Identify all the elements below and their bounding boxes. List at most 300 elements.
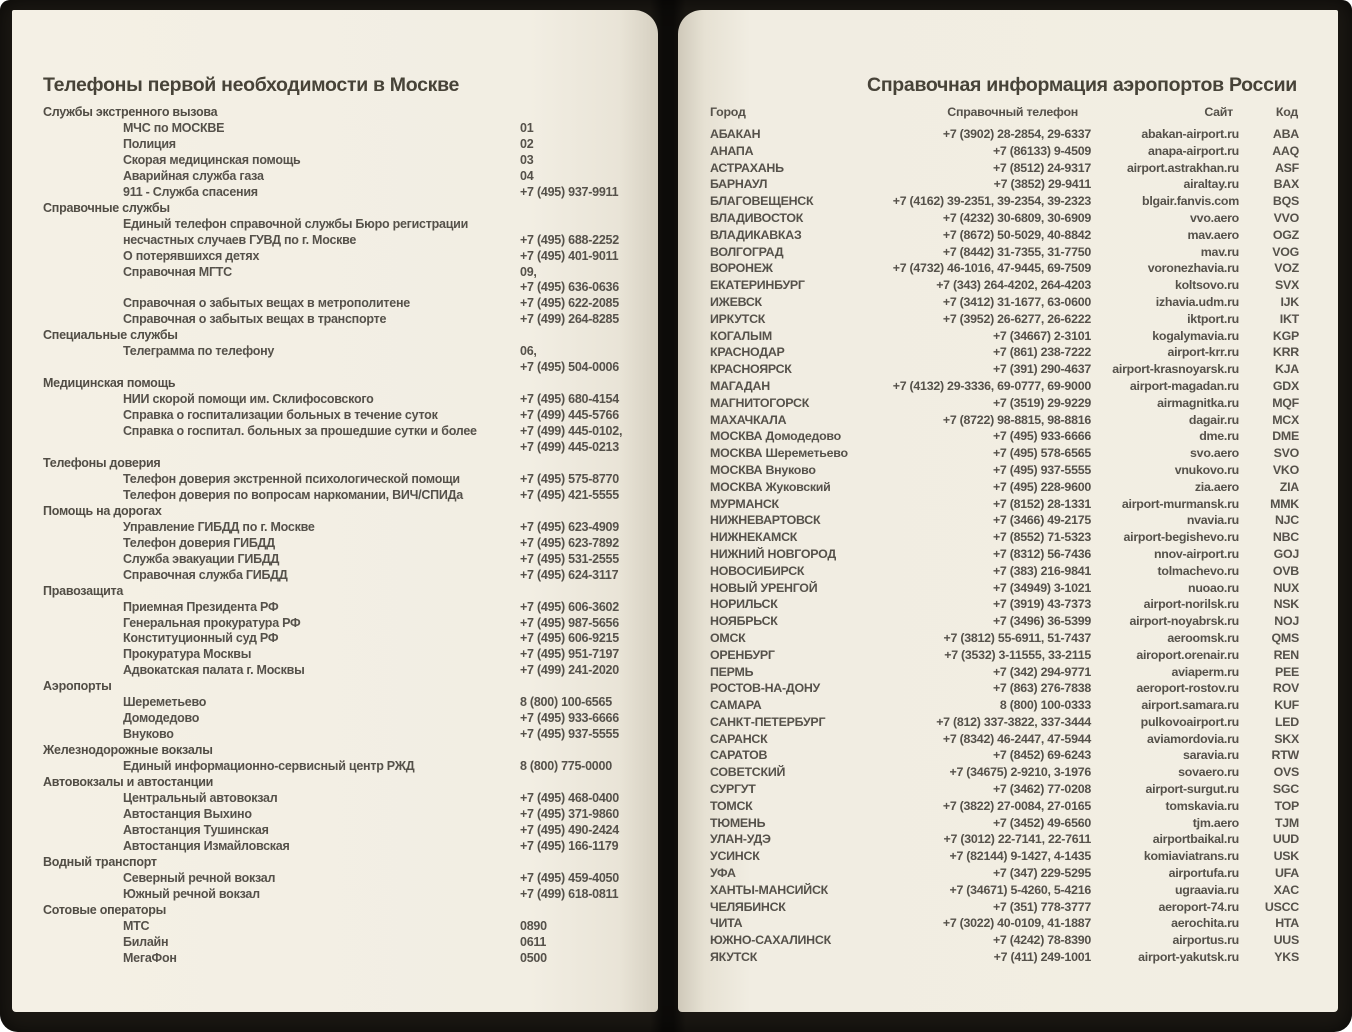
table-row bbox=[710, 143, 1299, 160]
section-title: Водный транспорт bbox=[43, 854, 157, 869]
directory-line bbox=[43, 488, 648, 504]
table-row bbox=[710, 193, 1299, 210]
service-label: Шереметьево bbox=[123, 695, 207, 710]
section-header bbox=[43, 743, 648, 759]
service-phone: +7 (499) 445-0102, bbox=[520, 424, 623, 439]
cell-city: САРАНСК bbox=[710, 731, 768, 746]
cell-code: NJC bbox=[1274, 513, 1299, 528]
cell-code: LED bbox=[1274, 714, 1299, 729]
cell-phone: +7 (3496) 36-5399 bbox=[992, 614, 1091, 629]
cell-code: KRR bbox=[1272, 345, 1299, 360]
directory-line bbox=[43, 536, 648, 552]
cell-code: SKX bbox=[1274, 731, 1299, 746]
cell-site: aeroport-rostov.ru bbox=[1136, 681, 1239, 696]
directory-line bbox=[43, 871, 648, 887]
table-row bbox=[710, 647, 1299, 664]
table-row bbox=[710, 479, 1299, 496]
directory-line bbox=[43, 408, 648, 424]
cell-phone: +7 (3412) 31-1677, 63-0600 bbox=[942, 294, 1091, 309]
table-row bbox=[710, 563, 1299, 580]
service-label: МЧС по МОСКВЕ bbox=[123, 120, 225, 135]
cell-phone: +7 (3952) 26-6277, 26-6222 bbox=[942, 311, 1091, 326]
cell-code: SVX bbox=[1274, 278, 1299, 293]
cell-site: airportufa.ru bbox=[1168, 866, 1239, 881]
right-page-title: Справочная информация аэропортов России bbox=[867, 74, 1297, 96]
service-phone: +7 (495) 401-9011 bbox=[520, 248, 619, 263]
cell-phone: +7 (4732) 46-1016, 47-9445, 69-7509 bbox=[892, 261, 1091, 276]
cell-city: НОРИЛЬСК bbox=[710, 597, 778, 612]
section-header bbox=[43, 903, 648, 919]
table-row bbox=[710, 664, 1299, 681]
service-phone: 0611 bbox=[520, 934, 547, 949]
service-phone bbox=[520, 217, 648, 233]
cell-phone: +7 (3812) 55-6911, 51-7437 bbox=[943, 630, 1091, 645]
directory-line bbox=[43, 280, 648, 296]
table-row bbox=[710, 865, 1299, 882]
cell-city: МОСКВА Домодедово bbox=[710, 429, 841, 444]
cell-site: koltsovo.ru bbox=[1174, 278, 1239, 293]
section-title: Помощь на дорогах bbox=[43, 503, 162, 518]
service-label: Единый информационно-сервисный центр РЖД bbox=[123, 759, 415, 774]
cell-code: BAX bbox=[1273, 177, 1299, 192]
table-row bbox=[710, 395, 1299, 412]
cell-site: airportbaikal.ru bbox=[1152, 832, 1239, 847]
cell-phone: +7 (3022) 40-0109, 41-1887 bbox=[942, 916, 1091, 931]
right-page-content bbox=[678, 10, 1338, 1012]
cell-city: БЛАГОВЕЩЕНСК bbox=[710, 194, 814, 209]
cell-code: OVS bbox=[1273, 765, 1299, 780]
cell-site: airport-norilsk.ru bbox=[1143, 597, 1239, 612]
service-phone: +7 (499) 264-8285 bbox=[520, 312, 619, 327]
service-phone: +7 (495) 636-0636 bbox=[520, 280, 619, 295]
cell-phone: +7 (4242) 78-8390 bbox=[992, 933, 1091, 948]
service-phone: +7 (499) 445-5766 bbox=[520, 408, 619, 423]
cell-code: MCX bbox=[1272, 412, 1299, 427]
service-label: МТС bbox=[123, 918, 150, 933]
cell-site: sovaero.ru bbox=[1178, 765, 1239, 780]
cell-code: MQF bbox=[1272, 395, 1299, 410]
section-title: Медицинская помощь bbox=[43, 376, 176, 391]
cell-site: aviaperm.ru bbox=[1171, 664, 1239, 679]
table-row bbox=[710, 378, 1299, 395]
table-row bbox=[710, 462, 1299, 479]
cell-site: vnukovo.ru bbox=[1174, 462, 1239, 477]
table-row bbox=[710, 126, 1299, 143]
cell-phone: +7 (3519) 29-9229 bbox=[992, 395, 1091, 410]
table-row bbox=[710, 227, 1299, 244]
service-label: Конституционный суд РФ bbox=[123, 631, 279, 646]
service-label: Южный речной вокзал bbox=[123, 886, 260, 901]
service-label: Центральный автовокзал bbox=[123, 790, 278, 805]
directory-line bbox=[43, 424, 648, 440]
service-label: 911 - Служба спасения bbox=[123, 184, 258, 199]
service-label: МегаФон bbox=[123, 950, 177, 965]
service-phone: 03 bbox=[520, 152, 534, 167]
service-phone: +7 (495) 688-2252 bbox=[520, 232, 619, 247]
directory-line bbox=[43, 951, 648, 967]
section-title: Справочные службы bbox=[43, 200, 170, 215]
cell-city: ХАНТЫ-МАНСИЙСК bbox=[710, 882, 828, 897]
cell-city: КРАСНОЯРСК bbox=[710, 362, 792, 377]
cell-site: airportus.ru bbox=[1172, 933, 1239, 948]
service-label bbox=[43, 360, 520, 376]
cell-code: VVO bbox=[1273, 210, 1299, 225]
table-row bbox=[710, 428, 1299, 445]
table-row bbox=[710, 160, 1299, 177]
cell-city: САНКТ-ПЕТЕРБУРГ bbox=[710, 714, 826, 729]
directory-line bbox=[43, 759, 648, 775]
cell-phone: +7 (8152) 28-1331 bbox=[992, 496, 1091, 511]
table-row bbox=[710, 210, 1299, 227]
cell-city: САМАРА bbox=[710, 698, 762, 713]
cell-city: НИЖНЕКАМСК bbox=[710, 530, 798, 545]
cell-city: ВЛАДИКАВКАЗ bbox=[710, 227, 802, 242]
cell-phone: +7 (3452) 49-6560 bbox=[992, 815, 1091, 830]
directory-line bbox=[43, 265, 648, 281]
directory-line bbox=[43, 887, 648, 903]
cell-code: NUX bbox=[1273, 580, 1299, 595]
cell-phone: 8 (800) 100-0333 bbox=[999, 698, 1091, 713]
service-label: Билайн bbox=[123, 934, 169, 949]
cell-site: airport.samara.ru bbox=[1141, 698, 1239, 713]
cell-city: ВОРОНЕЖ bbox=[710, 261, 773, 276]
cell-code: NBC bbox=[1272, 530, 1299, 545]
cell-city: УЛАН-УДЭ bbox=[710, 832, 771, 847]
cell-city: СОВЕТСКИЙ bbox=[710, 765, 786, 780]
cell-code: USCC bbox=[1264, 899, 1299, 914]
directory-line bbox=[43, 137, 648, 153]
column-header-phone: Справочный телефон bbox=[947, 105, 1078, 119]
service-label: Телеграмма по телефону bbox=[123, 344, 275, 359]
cell-site: voronezhavia.ru bbox=[1147, 261, 1239, 276]
cell-code: DME bbox=[1272, 429, 1299, 444]
cell-code: KGP bbox=[1272, 328, 1299, 343]
service-phone: 8 (800) 100-6565 bbox=[520, 695, 612, 710]
service-phone: +7 (495) 680-4154 bbox=[520, 392, 619, 407]
table-row bbox=[710, 176, 1299, 193]
cell-city: НОВЫЙ УРЕНГОЙ bbox=[710, 580, 818, 595]
table-row bbox=[710, 277, 1299, 294]
cell-city: МОСКВА Внуково bbox=[710, 462, 816, 477]
cell-phone: +7 (3902) 28-2854, 29-6337 bbox=[942, 127, 1091, 141]
section-header bbox=[43, 679, 648, 695]
cell-site: airaltay.ru bbox=[1183, 177, 1239, 192]
service-phone: +7 (495) 937-9911 bbox=[520, 184, 619, 199]
cell-city: КРАСНОДАР bbox=[710, 345, 785, 360]
service-phone: +7 (495) 468-0400 bbox=[520, 790, 619, 805]
table-row bbox=[710, 714, 1299, 731]
cell-city: ПЕРМЬ bbox=[710, 664, 754, 679]
cell-code: UUD bbox=[1272, 832, 1299, 847]
directory-line bbox=[43, 791, 648, 807]
cell-phone: +7 (495) 937-5555 bbox=[992, 462, 1091, 477]
cell-phone: +7 (3012) 22-7141, 22-7611 bbox=[943, 832, 1091, 847]
cell-code: KUF bbox=[1274, 698, 1299, 713]
cell-code: MMK bbox=[1270, 496, 1299, 511]
directory-line bbox=[43, 727, 648, 743]
cell-phone: +7 (8452) 69-6243 bbox=[992, 748, 1091, 763]
cell-site: airport-krasnoyarsk.ru bbox=[1112, 362, 1239, 377]
cell-site: nnov-airport.ru bbox=[1153, 546, 1239, 561]
cell-phone: +7 (4232) 30-6809, 30-6909 bbox=[942, 210, 1091, 225]
table-row bbox=[710, 613, 1299, 630]
table-row bbox=[710, 512, 1299, 529]
section-title: Аэропорты bbox=[43, 679, 112, 694]
cell-phone: +7 (391) 290-4637 bbox=[992, 362, 1091, 377]
service-phone: 0890 bbox=[520, 918, 547, 933]
service-phone: +7 (495) 490-2424 bbox=[520, 822, 619, 837]
cell-site: aeroomsk.ru bbox=[1167, 630, 1239, 645]
service-phone: +7 (495) 504-0006 bbox=[520, 360, 619, 375]
cell-phone: +7 (4162) 39-2351, 39-2354, 39-2323 bbox=[892, 194, 1091, 209]
cell-site: iktport.ru bbox=[1187, 311, 1239, 326]
cell-phone: +7 (861) 238-7222 bbox=[992, 345, 1091, 360]
cell-phone: +7 (34949) 3-1021 bbox=[992, 580, 1091, 595]
service-phone: +7 (495) 622-2085 bbox=[520, 296, 619, 311]
service-label: Управление ГИБДД по г. Москве bbox=[123, 519, 315, 534]
service-phone: +7 (495) 623-4909 bbox=[520, 519, 619, 534]
section-title: Специальные службы bbox=[43, 328, 178, 343]
service-phone: +7 (495) 623-7892 bbox=[520, 535, 619, 550]
cell-code: BQS bbox=[1272, 194, 1299, 209]
cell-site: airport-krr.ru bbox=[1167, 345, 1239, 360]
cell-city: МОСКВА Шереметьево bbox=[710, 446, 848, 461]
table-row bbox=[710, 412, 1299, 429]
cell-site: zia.aero bbox=[1194, 479, 1239, 494]
airport-table-header bbox=[710, 104, 1299, 120]
service-label: несчастных случаев ГУВД по г. Москве bbox=[123, 232, 357, 247]
cell-city: ТЮМЕНЬ bbox=[710, 815, 766, 830]
cell-code: NSK bbox=[1273, 597, 1299, 612]
directory-line bbox=[43, 823, 648, 839]
cell-phone: +7 (8552) 71-5323 bbox=[992, 530, 1091, 545]
table-row bbox=[710, 915, 1299, 932]
table-row bbox=[710, 546, 1299, 563]
cell-city: РОСТОВ-НА-ДОНУ bbox=[710, 681, 820, 696]
service-label: Единый телефон справочной службы Бюро регистрации bbox=[123, 216, 469, 231]
cell-code: ROV bbox=[1272, 681, 1299, 696]
service-label: Справочная МГТС bbox=[123, 264, 232, 279]
cell-code: NOJ bbox=[1274, 614, 1299, 629]
cell-city: САРАТОВ bbox=[710, 748, 768, 763]
table-row bbox=[710, 798, 1299, 815]
cell-site: ugraavia.ru bbox=[1174, 882, 1239, 897]
table-row bbox=[710, 328, 1299, 345]
cell-city: БАРНАУЛ bbox=[710, 177, 768, 192]
service-phone: +7 (495) 951-7197 bbox=[520, 647, 619, 662]
cell-city: ТОМСК bbox=[710, 798, 753, 813]
cell-phone: +7 (495) 228-9600 bbox=[992, 479, 1091, 494]
cell-site: izhavia.udm.ru bbox=[1155, 294, 1239, 309]
cell-code: RTW bbox=[1271, 748, 1299, 763]
cell-site: airport-noyabrsk.ru bbox=[1129, 614, 1239, 629]
cell-phone: +7 (8512) 24-9317 bbox=[992, 160, 1091, 175]
section-header bbox=[43, 456, 648, 472]
section-title: Правозащита bbox=[43, 583, 124, 598]
service-phone: +7 (499) 445-0213 bbox=[520, 440, 619, 455]
directory-line bbox=[43, 312, 648, 328]
cell-site: abakan-airport.ru bbox=[1141, 127, 1239, 141]
directory-line bbox=[43, 217, 648, 233]
service-phone: 02 bbox=[520, 136, 534, 151]
directory-line bbox=[43, 807, 648, 823]
cell-code: UFA bbox=[1274, 866, 1299, 881]
section-header bbox=[43, 855, 648, 871]
cell-site: svo.aero bbox=[1190, 446, 1239, 461]
directory-line bbox=[43, 472, 648, 488]
table-row bbox=[710, 496, 1299, 513]
right-page bbox=[678, 10, 1338, 1012]
cell-city: МАГАДАН bbox=[710, 378, 770, 393]
table-row bbox=[710, 764, 1299, 781]
table-row bbox=[710, 580, 1299, 597]
cell-code: HTA bbox=[1275, 916, 1299, 931]
cell-code: SVO bbox=[1273, 446, 1299, 461]
cell-code: UUS bbox=[1273, 933, 1299, 948]
service-label: Внуково bbox=[123, 727, 174, 742]
moscow-phone-directory bbox=[43, 105, 648, 966]
cell-site: aviamordovia.ru bbox=[1147, 731, 1239, 746]
table-row bbox=[710, 311, 1299, 328]
cell-phone: +7 (411) 249-1001 bbox=[993, 950, 1091, 965]
service-phone: +7 (495) 459-4050 bbox=[520, 870, 619, 885]
cell-site: airport-yakutsk.ru bbox=[1138, 950, 1239, 965]
directory-line bbox=[43, 440, 648, 456]
service-label: Скорая медицинская помощь bbox=[123, 152, 301, 167]
service-phone: 0500 bbox=[520, 950, 547, 965]
cell-city: МАХАЧКАЛА bbox=[710, 412, 787, 427]
cell-city: НОВОСИБИРСК bbox=[710, 563, 805, 578]
cell-code: OGZ bbox=[1272, 227, 1299, 242]
cell-code: ASF bbox=[1274, 160, 1299, 175]
cell-code: OVB bbox=[1272, 563, 1299, 578]
cell-city: АСТРАХАНЬ bbox=[710, 160, 784, 175]
column-header-site: Сайт bbox=[1204, 105, 1233, 119]
service-label: Автостанция Тушинская bbox=[123, 822, 269, 837]
section-title: Сотовые операторы bbox=[43, 902, 167, 917]
airport-table bbox=[710, 126, 1299, 966]
service-label: Аварийная служба газа bbox=[123, 168, 264, 183]
service-label: Автостанция Измайловская bbox=[123, 838, 290, 853]
cell-site: anapa-airport.ru bbox=[1147, 143, 1239, 158]
service-phone: +7 (495) 371-9860 bbox=[520, 806, 619, 821]
service-label: Справочная служба ГИБДД bbox=[123, 567, 288, 582]
cell-phone: +7 (383) 216-9841 bbox=[992, 563, 1091, 578]
table-row bbox=[710, 747, 1299, 764]
cell-site: nvavia.ru bbox=[1186, 513, 1239, 528]
cell-city: ОРЕНБУРГ bbox=[710, 647, 775, 662]
service-phone: +7 (499) 618-0811 bbox=[520, 886, 619, 901]
service-label: НИИ скорой помощи им. Склифосовского bbox=[123, 392, 374, 407]
section-header bbox=[43, 775, 648, 791]
cell-phone: +7 (3466) 49-2175 bbox=[992, 513, 1091, 528]
cell-city: ИЖЕВСК bbox=[710, 294, 762, 309]
cell-site: airport-murmansk.ru bbox=[1121, 496, 1239, 511]
service-label: Справка о госпитал. больных за прошедшие сутки и более bbox=[123, 424, 477, 439]
service-phone: 8 (800) 775-0000 bbox=[520, 759, 612, 774]
service-phone: +7 (495) 987-5656 bbox=[520, 615, 619, 630]
cell-site: mav.aero bbox=[1187, 227, 1239, 242]
cell-site: airport-begishevo.ru bbox=[1123, 530, 1239, 545]
column-header-city: Город bbox=[710, 105, 746, 119]
section-header bbox=[43, 504, 648, 520]
cell-phone: +7 (342) 294-9771 bbox=[992, 664, 1091, 679]
cell-code: SGC bbox=[1272, 782, 1299, 797]
section-title: Телефоны доверия bbox=[43, 455, 161, 470]
directory-line bbox=[43, 520, 648, 536]
directory-line bbox=[43, 392, 648, 408]
cell-phone: +7 (343) 264-4202, 264-4203 bbox=[936, 278, 1091, 293]
cell-site: tjm.aero bbox=[1192, 815, 1239, 830]
table-row bbox=[710, 361, 1299, 378]
cell-code: ABA bbox=[1272, 127, 1299, 141]
cell-site: airport-surgut.ru bbox=[1145, 782, 1239, 797]
cell-city: МУРМАНСК bbox=[710, 496, 779, 511]
directory-line bbox=[43, 185, 648, 201]
table-row bbox=[710, 831, 1299, 848]
section-header bbox=[43, 201, 648, 217]
left-page bbox=[12, 10, 658, 1012]
service-label: Приемная Президента РФ bbox=[123, 599, 279, 614]
section-title: Железнодорожные вокзалы bbox=[43, 743, 213, 758]
cell-city: ЯКУТСК bbox=[710, 950, 758, 965]
cell-city: МОСКВА Жуковский bbox=[710, 479, 831, 494]
cell-phone: +7 (495) 578-6565 bbox=[992, 446, 1091, 461]
service-phone: 01 bbox=[520, 120, 534, 135]
cell-site: kogalymavia.ru bbox=[1152, 328, 1239, 343]
cell-city: ВЛАДИВОСТОК bbox=[710, 210, 804, 225]
cell-site: airport.astrakhan.ru bbox=[1126, 160, 1239, 175]
service-phone: +7 (495) 531-2555 bbox=[520, 551, 619, 566]
directory-line bbox=[43, 568, 648, 584]
service-phone: 09, bbox=[520, 264, 537, 279]
directory-line bbox=[43, 153, 648, 169]
table-row bbox=[710, 781, 1299, 798]
table-row bbox=[710, 731, 1299, 748]
directory-line bbox=[43, 663, 648, 679]
table-row bbox=[710, 260, 1299, 277]
directory-line bbox=[43, 344, 648, 360]
cell-code: REN bbox=[1273, 647, 1299, 662]
cell-code: GDX bbox=[1272, 378, 1299, 393]
directory-line bbox=[43, 616, 648, 632]
cell-phone: +7 (863) 276-7838 bbox=[992, 681, 1091, 696]
cell-city: ЧИТА bbox=[710, 916, 743, 931]
service-phone: +7 (495) 624-3117 bbox=[520, 567, 619, 582]
table-row bbox=[710, 949, 1299, 966]
cell-phone: +7 (82144) 9-1427, 4-1435 bbox=[949, 849, 1091, 864]
cell-site: vvo.aero bbox=[1190, 210, 1239, 225]
cell-phone: +7 (351) 778-3777 bbox=[992, 899, 1091, 914]
cell-city: АБАКАН bbox=[710, 127, 761, 141]
directory-line bbox=[43, 695, 648, 711]
service-phone: +7 (495) 606-9215 bbox=[520, 631, 619, 646]
cell-site: komiaviatrans.ru bbox=[1143, 849, 1239, 864]
cell-phone: +7 (4132) 29-3336, 69-0777, 69-9000 bbox=[892, 378, 1091, 393]
cell-city: УСИНСК bbox=[710, 849, 760, 864]
directory-line bbox=[43, 600, 648, 616]
cell-site: aeroport-74.ru bbox=[1158, 899, 1239, 914]
cell-site: tomskavia.ru bbox=[1165, 798, 1239, 813]
cell-city: НИЖНИЙ НОВГОРОД bbox=[710, 546, 836, 561]
service-phone: +7 (495) 421-5555 bbox=[520, 487, 619, 502]
cell-city: ИРКУТСК bbox=[710, 311, 766, 326]
cell-city: НОЯБРЬСК bbox=[710, 614, 778, 629]
cell-code: USK bbox=[1273, 849, 1299, 864]
cell-phone: +7 (3462) 77-0208 bbox=[992, 782, 1091, 797]
cell-phone: +7 (3852) 29-9411 bbox=[993, 177, 1091, 192]
section-header bbox=[43, 376, 648, 392]
